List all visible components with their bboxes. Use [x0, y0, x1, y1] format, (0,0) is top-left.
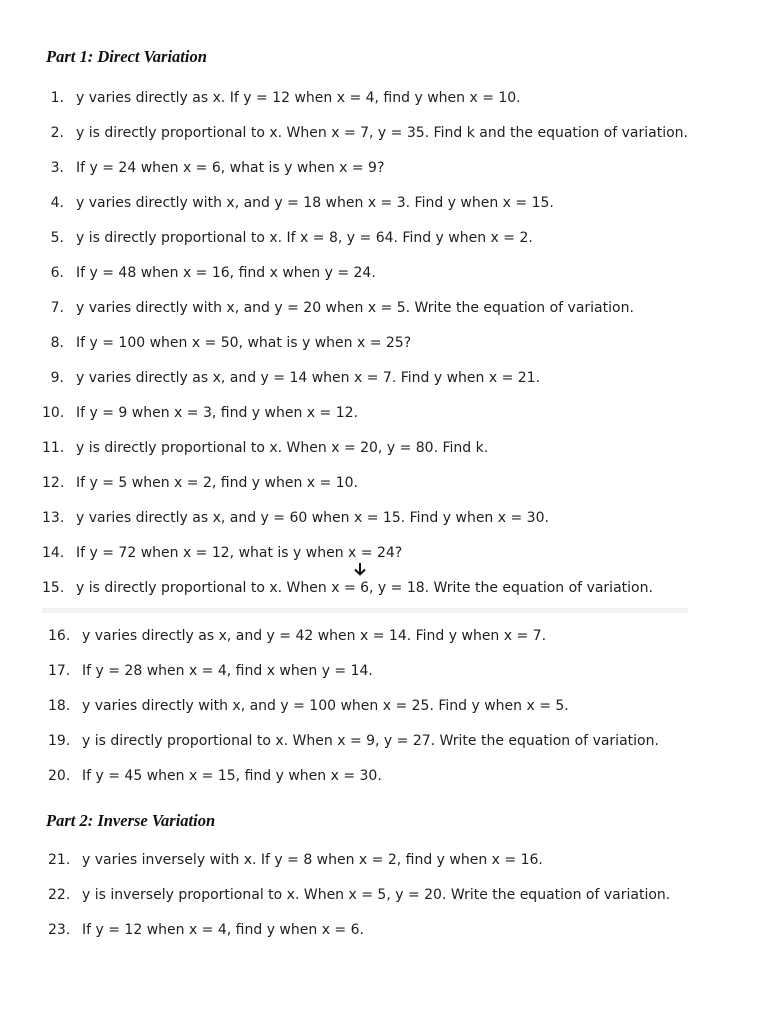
- problem-text: If y = 24 when x = 6, what is y when x = 9?: [76, 160, 385, 176]
- problem-number: 17.: [48, 663, 71, 679]
- problem-text: y varies directly with x, and y = 100 when x = 25. Find y when x = 5.: [82, 698, 569, 714]
- problem-item: [42, 160, 384, 176]
- problem-number: 16.: [48, 628, 71, 644]
- problem-item: [48, 887, 670, 903]
- problem-text: y is directly proportional to x. When x = 20, y = 80. Find k.: [76, 440, 489, 456]
- problem-number: 7.: [50, 300, 64, 316]
- problem-number: 23.: [48, 922, 71, 938]
- problem-text: If y = 72 when x = 12, what is y when x = 24?: [76, 545, 403, 561]
- part2-heading: Part 2: Inverse Variation: [46, 811, 216, 830]
- problem-item: [48, 852, 543, 868]
- problem-number: 4.: [50, 195, 64, 211]
- problem-number: 21.: [48, 852, 71, 868]
- problem-text: y varies directly as x, and y = 42 when x = 14. Find y when x = 7.: [82, 628, 547, 644]
- problem-item: [42, 125, 688, 141]
- problem-item: [42, 370, 540, 386]
- problem-text: If y = 48 when x = 16, find x when y = 24.: [76, 265, 376, 281]
- problem-number: 3.: [50, 160, 64, 176]
- problem-text: If y = 28 when x = 4, find x when y = 14.: [82, 663, 373, 679]
- problem-number: 10.: [42, 405, 65, 421]
- problem-item: [42, 335, 411, 351]
- problem-text: If y = 100 when x = 50, what is y when x = 25?: [76, 335, 412, 351]
- problem-number: 5.: [50, 230, 64, 246]
- problem-number: 9.: [50, 370, 64, 386]
- problem-text: If y = 9 when x = 3, find y when x = 12.: [76, 405, 358, 421]
- problem-item: [42, 300, 634, 316]
- problem-item: [42, 405, 358, 421]
- problem-item: [42, 580, 653, 596]
- problem-item: [48, 922, 364, 938]
- problem-item: [42, 545, 402, 561]
- problem-text: If y = 45 when x = 15, find y when x = 30.: [82, 768, 382, 784]
- problem-text: y is inversely proportional to x. When x = 5, y = 20. Write the equation of variation.: [82, 887, 671, 903]
- problem-number: 13.: [42, 510, 65, 526]
- problem-text: y varies directly as x. If y = 12 when x = 4, find y when x = 10.: [76, 90, 521, 106]
- problem-number: 15.: [42, 580, 65, 596]
- problem-item: [42, 440, 488, 456]
- problem-item: [48, 698, 569, 714]
- problem-number: 6.: [50, 265, 64, 281]
- problem-item: [48, 663, 373, 679]
- problem-number: 8.: [50, 335, 64, 351]
- part1-heading: Part 1: Direct Variation: [46, 47, 207, 66]
- problem-number: 14.: [42, 545, 65, 561]
- problem-number: 12.: [42, 475, 65, 491]
- arrow-down-icon[interactable]: [352, 561, 368, 577]
- problem-text: y is directly proportional to x. When x = 6, y = 18. Write the equation of variation.: [76, 580, 653, 596]
- problem-text: If y = 12 when x = 4, find y when x = 6.: [82, 922, 364, 938]
- problem-text: y varies directly as x, and y = 60 when x = 15. Find y when x = 30.: [76, 510, 549, 526]
- section-divider: [42, 608, 688, 613]
- problem-item: [42, 265, 376, 281]
- problem-item: [42, 230, 533, 246]
- problem-number: 19.: [48, 733, 71, 749]
- problem-item: [42, 510, 549, 526]
- problem-text: If y = 5 when x = 2, find y when x = 10.: [76, 475, 358, 491]
- problem-text: y is directly proportional to x. When x = 9, y = 27. Write the equation of variation.: [82, 733, 659, 749]
- problem-number: 18.: [48, 698, 71, 714]
- problem-number: 22.: [48, 887, 71, 903]
- problem-text: y varies directly as x, and y = 14 when x = 7. Find y when x = 21.: [76, 370, 541, 386]
- problem-text: y varies inversely with x. If y = 8 when x = 2, find y when x = 16.: [82, 852, 543, 868]
- problem-item: [42, 475, 358, 491]
- problem-item: [42, 90, 521, 106]
- problem-number: 11.: [42, 440, 65, 456]
- problem-number: 20.: [48, 768, 71, 784]
- problem-text: y varies directly with x, and y = 20 when x = 5. Write the equation of variation.: [76, 300, 634, 316]
- problem-item: [42, 195, 554, 211]
- problem-item: [48, 733, 659, 749]
- problem-text: y is directly proportional to x. When x = 7, y = 35. Find k and the equation of variation.: [76, 125, 688, 141]
- problem-item: [48, 628, 546, 644]
- problem-number: 2.: [50, 125, 64, 141]
- problem-item: [48, 768, 382, 784]
- problem-text: y is directly proportional to x. If x = 8, y = 64. Find y when x = 2.: [76, 230, 533, 246]
- problem-text: y varies directly with x, and y = 18 when x = 3. Find y when x = 15.: [76, 195, 554, 211]
- problem-number: 1.: [50, 90, 64, 106]
